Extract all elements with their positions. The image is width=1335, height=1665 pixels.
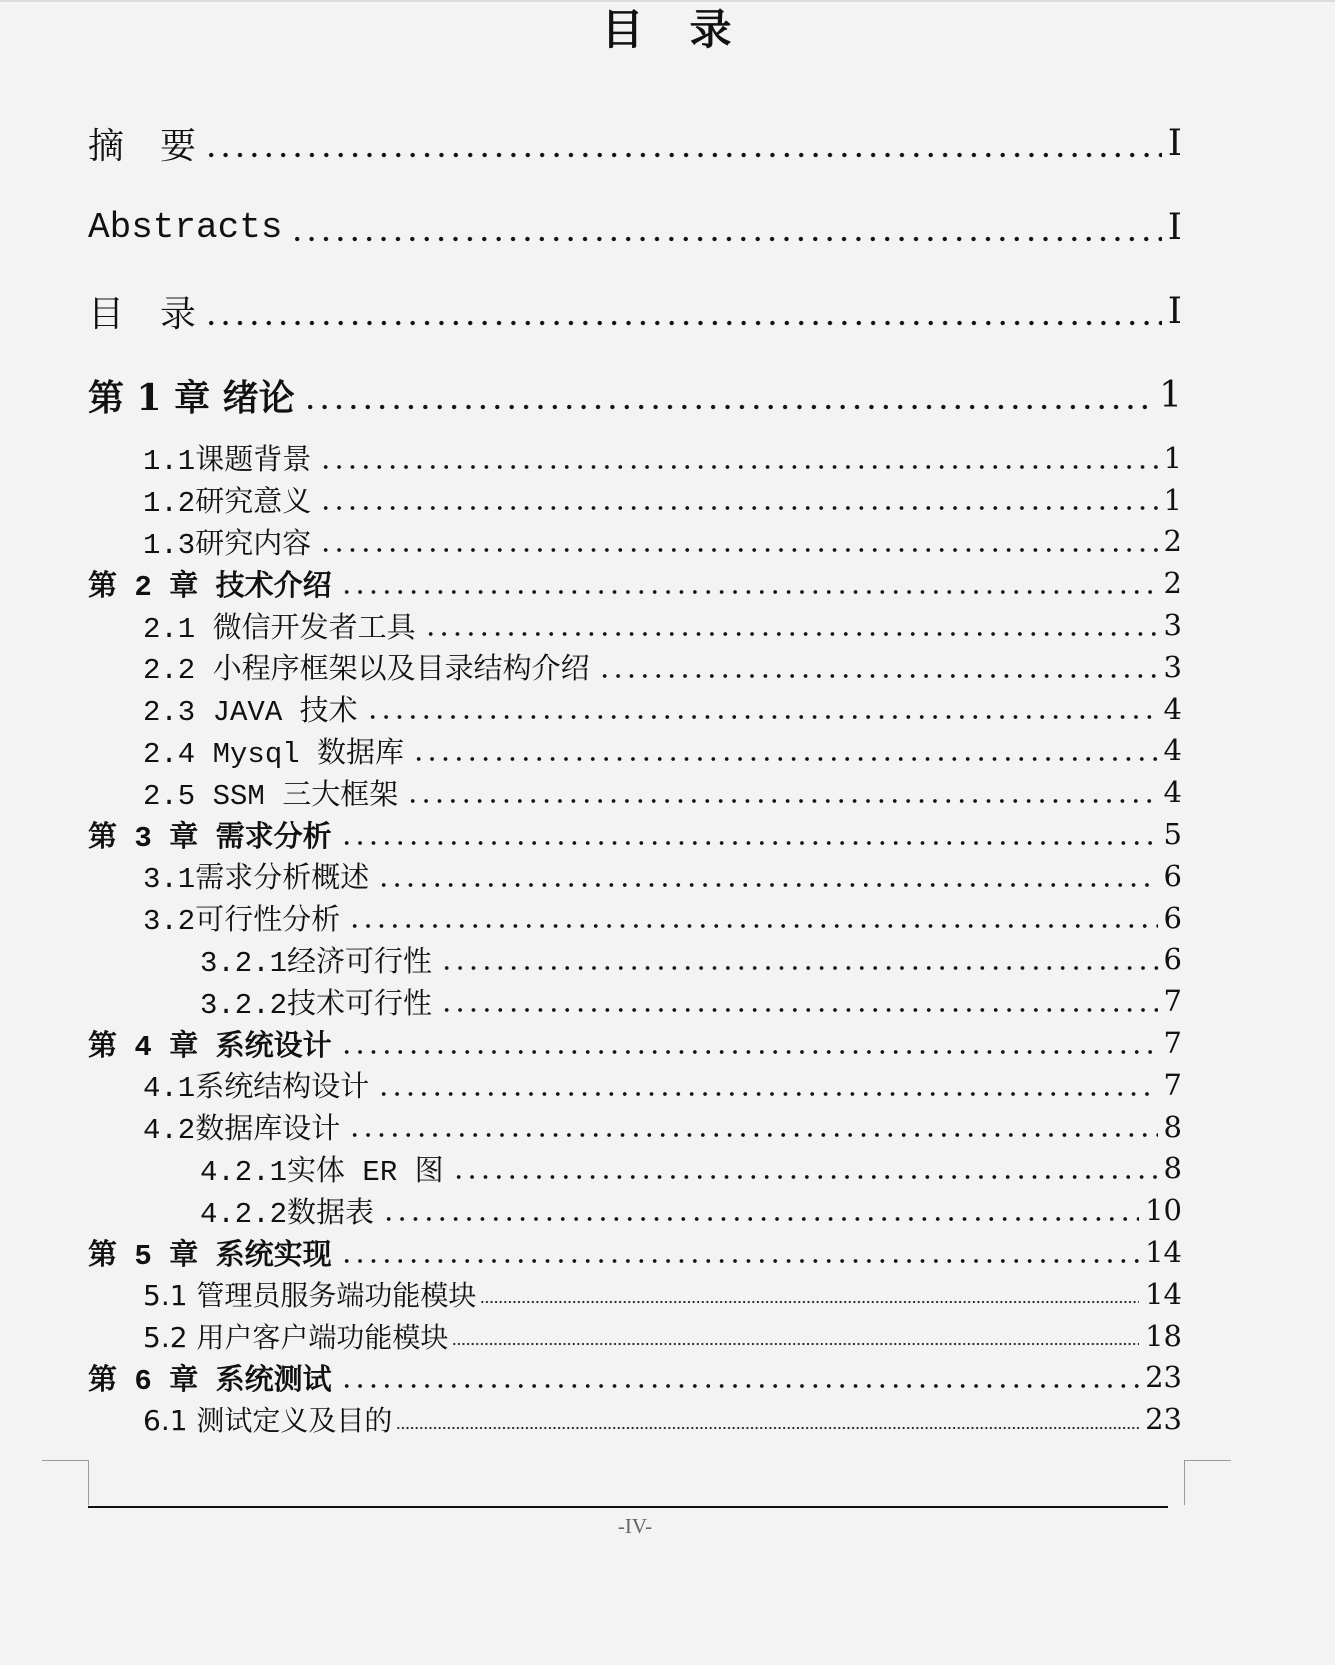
toc-chapter-6 <box>88 1357 1182 1399</box>
toc-entry-page: 14 <box>1145 1276 1182 1311</box>
toc-entry-abstract-en <box>88 185 1182 269</box>
dot-leader <box>340 562 1158 604</box>
toc-entry-page: 7 <box>1163 1026 1182 1061</box>
toc-entry-contents <box>88 269 1182 353</box>
toc-entry-label: 5.1 管理员服务端功能模块 <box>143 1278 477 1312</box>
dot-leader <box>303 353 1153 437</box>
dot-leader <box>412 730 1158 772</box>
toc-entry-page: 1 <box>1163 440 1182 475</box>
toc-entry-label: 第 2 章 技术介绍 <box>88 570 332 604</box>
dot-leader <box>319 479 1157 521</box>
toc-subsection-3-2-2 <box>88 980 1182 1022</box>
toc-entry-page: 2 <box>1163 524 1182 559</box>
toc-entry-label: 第 4 章 系统设计 <box>88 1030 332 1064</box>
toc-entry-label: 第 3 章 需求分析 <box>88 821 332 855</box>
toc-subsection-4-2-1 <box>88 1148 1182 1190</box>
footer-page-number: -IV- <box>617 1514 653 1538</box>
toc-section-2-5 <box>88 771 1182 813</box>
toc-entry-label: 1.2研究意义 <box>143 487 312 521</box>
toc-entry-page: 5 <box>1163 817 1182 852</box>
toc-entry-label: 4.1系统结构设计 <box>143 1072 370 1106</box>
toc-entry-page: 3 <box>1163 608 1182 643</box>
toc-entry-label: 4.2.1实体 ER 图 <box>200 1155 444 1189</box>
toc-entry-label: 5.2 用户客户端功能模块 <box>143 1320 449 1354</box>
toc-chapter-4 <box>88 1022 1182 1064</box>
toc-entry-page: 10 <box>1145 1193 1182 1228</box>
toc-entry-page: 1 <box>1163 482 1182 517</box>
toc-entry-page: 6 <box>1163 900 1182 935</box>
dot-leader <box>377 1064 1157 1106</box>
margin-corner-mark-right <box>1184 1460 1185 1505</box>
toc-chapter-2 <box>88 562 1182 604</box>
dot-leader <box>480 1273 1139 1315</box>
dot-leader <box>204 101 1162 185</box>
toc-entry-page: 8 <box>1163 1109 1182 1144</box>
toc-entry-page: 7 <box>1163 984 1182 1019</box>
toc-section-3-2 <box>88 897 1182 939</box>
toc-section-6-1 <box>88 1398 1182 1440</box>
dot-leader <box>452 1148 1158 1190</box>
toc-section-4-1 <box>88 1064 1182 1106</box>
dot-leader <box>598 646 1158 688</box>
toc-entry-label: 第 5 章 系统实现 <box>88 1239 332 1273</box>
toc-entry-label: 2.3 JAVA 技术 <box>143 696 358 730</box>
toc-entry-label: 2.2 小程序框架以及目录结构介绍 <box>143 654 590 688</box>
toc-entry-label: 4.2数据库设计 <box>143 1114 341 1148</box>
toc-subsection-3-2-1 <box>88 939 1182 981</box>
dot-leader <box>340 1357 1139 1399</box>
toc-entry-label: 3.2.1经济可行性 <box>200 946 433 980</box>
toc-entry-page: 6 <box>1163 942 1182 977</box>
dot-leader <box>319 521 1157 563</box>
toc-entry-label: Abstracts <box>88 206 283 248</box>
toc-section-1-3 <box>88 521 1182 563</box>
toc-entry-label: 4.2.2数据表 <box>200 1197 375 1231</box>
dot-leader <box>204 269 1162 353</box>
footer-divider <box>88 1506 1168 1508</box>
dot-leader <box>348 1106 1157 1148</box>
toc-entry-label: 3.2.2技术可行性 <box>200 988 433 1022</box>
table-of-contents <box>88 101 1182 1440</box>
toc-entry-label: 1.1课题背景 <box>143 445 312 479</box>
toc-entry-page: 23 <box>1145 1402 1182 1437</box>
toc-section-2-4 <box>88 730 1182 772</box>
toc-entry-label: 1.3研究内容 <box>143 528 312 562</box>
dot-leader <box>377 855 1157 897</box>
toc-section-1-2 <box>88 479 1182 521</box>
toc-entry-label: 6.1 测试定义及目的 <box>143 1404 393 1438</box>
toc-entry-page: 2 <box>1163 566 1182 601</box>
toc-entry-page: 18 <box>1145 1318 1182 1353</box>
toc-chapter-1 <box>88 353 1182 437</box>
toc-entry-page: 4 <box>1163 733 1182 768</box>
margin-corner-mark-right <box>1184 1460 1231 1461</box>
toc-entry-label: 2.4 Mysql 数据库 <box>143 737 405 771</box>
toc-entry-label: 3.2可行性分析 <box>143 905 341 939</box>
toc-entry-page: 14 <box>1145 1235 1182 1270</box>
toc-entry-page: 6 <box>1163 858 1182 893</box>
toc-section-4-2 <box>88 1106 1182 1148</box>
toc-entry-page: 4 <box>1163 691 1182 726</box>
dot-leader <box>424 604 1158 646</box>
margin-corner-mark-left <box>42 1460 88 1461</box>
toc-entry-page: 8 <box>1163 1151 1182 1186</box>
toc-subsection-4-2-2 <box>88 1189 1182 1231</box>
toc-section-5-1 <box>88 1273 1182 1315</box>
toc-section-2-2 <box>88 646 1182 688</box>
dot-leader <box>340 813 1158 855</box>
toc-entry-page: 4 <box>1163 775 1182 810</box>
toc-section-2-1 <box>88 604 1182 646</box>
dot-leader <box>396 1398 1139 1440</box>
dot-leader <box>440 939 1158 981</box>
dot-leader <box>340 1231 1139 1273</box>
dot-leader <box>348 897 1157 939</box>
toc-entry-page: 3 <box>1163 649 1182 684</box>
toc-entry-page: I <box>1167 206 1182 248</box>
dot-leader <box>452 1315 1139 1357</box>
toc-entry-page: 1 <box>1159 374 1182 416</box>
dot-leader <box>440 980 1158 1022</box>
toc-entry-label: 目 录 <box>88 295 197 337</box>
page-title: 目 录 <box>601 5 734 54</box>
toc-entry-page: 7 <box>1163 1067 1182 1102</box>
toc-section-1-1 <box>88 437 1182 479</box>
toc-entry-label: 第 6 章 系统测试 <box>88 1364 332 1398</box>
toc-entry-abstract-cn <box>88 101 1182 185</box>
toc-entry-label: 2.5 SSM 三大框架 <box>143 779 399 813</box>
dot-leader <box>290 185 1161 269</box>
toc-entry-page: 23 <box>1145 1360 1182 1395</box>
toc-entry-page: I <box>1167 290 1182 332</box>
dot-leader <box>382 1189 1139 1231</box>
dot-leader <box>406 771 1157 813</box>
toc-entry-page: I <box>1167 122 1182 164</box>
toc-section-3-1 <box>88 855 1182 897</box>
toc-entry-label: 2.1 微信开发者工具 <box>143 612 416 646</box>
toc-chapter-5 <box>88 1231 1182 1273</box>
dot-leader <box>366 688 1158 730</box>
toc-section-5-2 <box>88 1315 1182 1357</box>
toc-entry-label: 3.1需求分析概述 <box>143 863 370 897</box>
toc-chapter-3 <box>88 813 1182 855</box>
toc-section-2-3 <box>88 688 1182 730</box>
margin-corner-mark-left <box>88 1460 89 1505</box>
dot-leader <box>340 1022 1158 1064</box>
dot-leader <box>319 437 1157 479</box>
toc-entry-label: 第 1 章 绪论 <box>88 376 295 419</box>
toc-entry-label: 摘 要 <box>88 127 197 169</box>
